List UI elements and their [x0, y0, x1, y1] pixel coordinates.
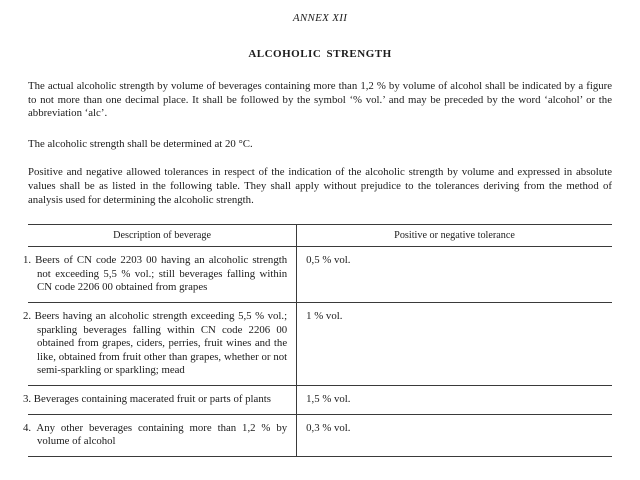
- tolerance-table: [23, 224, 612, 457]
- table-row: [28, 385, 612, 414]
- annex-title: ANNEX XII: [292, 12, 348, 24]
- paragraph-tolerances-intro: Positive and negative allowed tolerances in respect of the indication of the alcoholic strength by volume and expressed in absolute values shall be as listed in the following table. They shall apply without prejudice to the tolerances deriving from the method of analysis used for determining the alcoholic strength.: [28, 166, 612, 206]
- paragraph-determination-temperature: The alcoholic strength shall be determined at 20 °C.: [28, 137, 253, 150]
- tolerance-value: 0,3 % vol.: [297, 414, 612, 456]
- column-header-description: Description of beverage: [28, 225, 297, 247]
- beverage-description: 1. Beers of CN code 2203 00 having an alcoholic strength not exceeding 5,5 % vol.; still beverages falling within CN code 2206 00 obtained from grapes: [28, 247, 297, 303]
- table-row: [28, 302, 612, 385]
- tolerance-value: 0,5 % vol.: [297, 247, 612, 303]
- beverage-description: 3. Beverages containing macerated fruit or parts of plants: [28, 385, 297, 414]
- tolerance-value: 1,5 % vol.: [297, 385, 612, 414]
- table-row: [28, 414, 612, 456]
- beverage-description: 2. Beers having an alcoholic strength exceeding 5,5 % vol.; sparkling beverages falling within CN code 2206 00 obtained from grapes, ciders, perries, fruit wines and the like, obtained from fruit other than grapes, whether or not semi-sparkling or sparkling; mead: [28, 302, 297, 385]
- table-row: [28, 247, 612, 303]
- tolerance-value: 1 % vol.: [297, 302, 612, 385]
- column-header-tolerance: Positive or negative tolerance: [297, 225, 612, 247]
- beverage-description: 4. Any other beverages containing more than 1,2 % by volume of alcohol: [28, 414, 297, 456]
- table-header-row: [28, 225, 612, 247]
- page-title: ALCOHOLIC STRENGTH: [248, 48, 392, 60]
- paragraph-alcoholic-strength-indication: The actual alcoholic strength by volume of beverages containing more than 1,2 % by volume of alcohol shall be indicated by a figure to not more than one decimal place. It shall be followed by the symbol ‘% vol.’ and may be preceded by the word ‘alcohol’ or the abbreviation ‘alc’.: [28, 80, 612, 120]
